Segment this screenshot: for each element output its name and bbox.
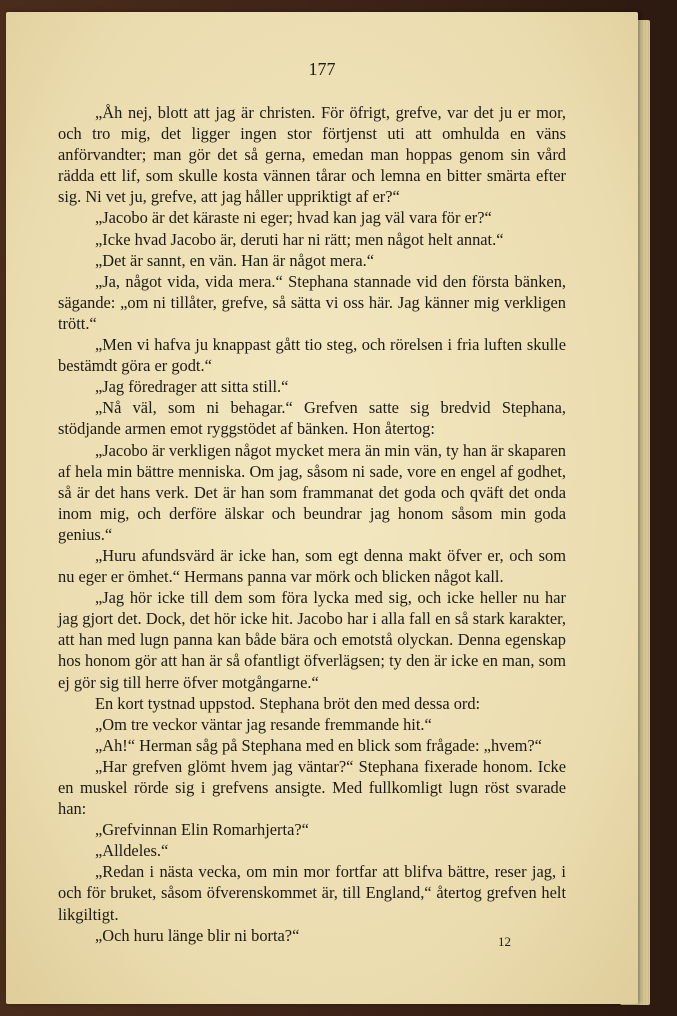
signature-mark: 12 <box>498 934 511 949</box>
paragraph: „Grefvinnan Elin Romarhjerta?“ <box>95 820 309 840</box>
paragraph: En kort tystnad uppstod. Stephana bröt den med dessa ord: <box>95 693 481 713</box>
paragraph: „Icke hvad Jacobo är, deruti har ni rätt; men något helt annat.“ <box>95 229 504 249</box>
paragraph: „Åh nej, blott att jag är christen. För öfrigt, grefve, var det ju er mor, och tro mig, det ligger ingen stor förtjenst uti att omhulda en väns anförvandter; man gör det så gerna, emedan man hoppas genom sin vård rädda ett lif, som skulle kosta vännen tårar och lemna en bitter smärta efter sig. Ni vet ju, grefve, att jag håller uppriktigt af er?“ <box>58 103 566 207</box>
paragraph: „Om tre veckor väntar jag resande fremmande hit.“ <box>95 714 432 734</box>
paragraph: „Jag hör icke till dem som föra lycka med sig, och icke heller nu har jag gjort det. Dock, det hör icke hit. Jacobo har i alla fall en så stark karakter, att han med lugn panna kan både bära och emotstå olyckan. Denna egenskap hos honom gör att han är så ofantligt öfverlägsen; ty den är icke en man, som ej gör sig till herre öfver motgångarne.“ <box>58 588 566 692</box>
paragraph: „Jag föredrager att sitta still.“ <box>95 377 289 397</box>
paragraph: „Ja, något vida, vida mera.“ Stephana stannade vid den första bänken, sägande: „om ni tillåter, grefve, så sätta vi oss här. Jag känner mig verkligen trött.“ <box>58 271 566 333</box>
paragraph: „Jacobo är verkligen något mycket mera än min vän, ty han är skaparen af hela min bättre menniska. Om jag, såsom ni sade, vore en engel af godhet, så är det hans verk. Det är han som frammanat det goda och qväft det onda inom mig, och derföre älskar och beundrar jag honom såsom min goda genius.“ <box>58 440 566 544</box>
paragraph: „Har grefven glömt hvem jag väntar?“ Stephana fixerade honom. Icke en muskel rörde sig i grefvens ansigte. Med fullkomligt lugn röst svarade han: <box>58 756 566 819</box>
paragraph: „Nå väl, som ni behagar.“ Grefven satte sig bredvid Stephana, stödjande armen emot ryggstödet af bänken. Hon återtog: <box>58 398 566 439</box>
paragraph: „Det är sannt, en vän. Han är något mera.“ <box>95 250 374 270</box>
paragraph: „Jacobo är det käraste ni eger; hvad kan jag väl vara för er?“ <box>95 208 492 228</box>
book-page <box>6 12 638 1004</box>
page-body <box>58 102 566 946</box>
paragraph: „Men vi hafva ju knappast gått tio steg, och rörelsen i fria luften skulle bestämdt göra er godt.“ <box>58 335 566 376</box>
paragraph: „Och huru länge blir ni borta?“ <box>95 925 300 945</box>
paragraph: „Ah!“ Herman såg på Stephana med en blick som frågade: „hvem?“ <box>95 735 542 755</box>
paragraph: „Huru afundsvärd är icke han, som egt denna makt öfver er, och som nu eger er ömhet.“ Hermans panna var mörk och blicken något kall. <box>58 545 566 587</box>
page-number: 177 <box>308 59 336 79</box>
paragraph: „Alldeles.“ <box>95 841 169 861</box>
paragraph: „Redan i nästa vecka, om min mor fortfar att blifva bättre, reser jag, i och för bruket, såsom öfverenskommet är, till England,“ återtog grefven helt likgiltigt. <box>58 862 566 924</box>
